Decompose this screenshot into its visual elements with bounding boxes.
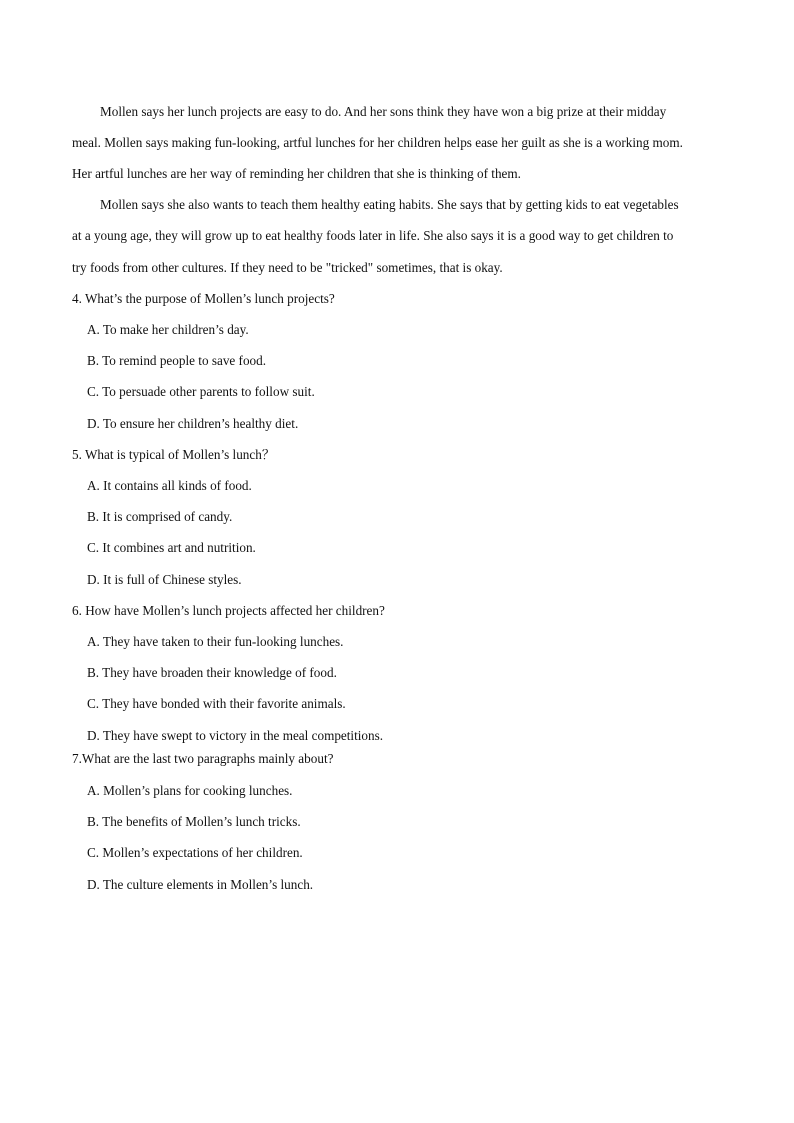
answer-option: D. To ensure her children’s healthy diet. [87, 416, 299, 431]
answer-option: C. To persuade other parents to follow suit. [87, 384, 315, 399]
question-stem: 7.What are the last two paragraphs mainly about? [72, 751, 334, 766]
answer-option: C. Mollen’s expectations of her children. [87, 845, 303, 860]
answer-option: B. They have broaden their knowledge of food. [87, 665, 337, 680]
answer-option: B. The benefits of Mollen’s lunch tricks. [87, 814, 301, 829]
answer-option: D. It is full of Chinese styles. [87, 572, 242, 587]
question-stem: 5. What is typical of Mollen’s lunch？ [72, 447, 276, 462]
answer-option: A. They have taken to their fun-looking lunches. [87, 634, 344, 649]
answer-option: A. It contains all kinds of food. [87, 478, 252, 493]
answer-option: A. To make her children’s day. [87, 322, 249, 337]
answer-option: B. It is comprised of candy. [87, 509, 233, 524]
answer-option: A. Mollen’s plans for cooking lunches. [87, 783, 293, 798]
answer-option: D. They have swept to victory in the meal competitions. [87, 728, 384, 743]
question-stem: 4. What’s the purpose of Mollen’s lunch projects? [72, 291, 335, 306]
passage-line: Mollen says her lunch projects are easy to do. And her sons think they have won a big prize at their midday [100, 104, 667, 119]
answer-option: C. It combines art and nutrition. [87, 540, 256, 555]
answer-option: D. The culture elements in Mollen’s lunch. [87, 877, 314, 892]
passage-line: Her artful lunches are her way of reminding her children that she is thinking of them. [72, 166, 521, 181]
question-stem: 6. How have Mollen’s lunch projects affected her children? [72, 603, 385, 618]
passage-line: try foods from other cultures. If they need to be "tricked" sometimes, that is okay. [72, 260, 503, 275]
passage-line: at a young age, they will grow up to eat healthy foods later in life. She also says it is a good way to get children to [72, 228, 674, 243]
passage-line: meal. Mollen says making fun-looking, artful lunches for her children helps ease her guilt as she is a working mom. [72, 135, 683, 150]
answer-option: C. They have bonded with their favorite animals. [87, 696, 346, 711]
answer-option: B. To remind people to save food. [87, 353, 267, 368]
passage-line: Mollen says she also wants to teach them healthy eating habits. She says that by getting kids to eat vegetables [100, 197, 679, 212]
